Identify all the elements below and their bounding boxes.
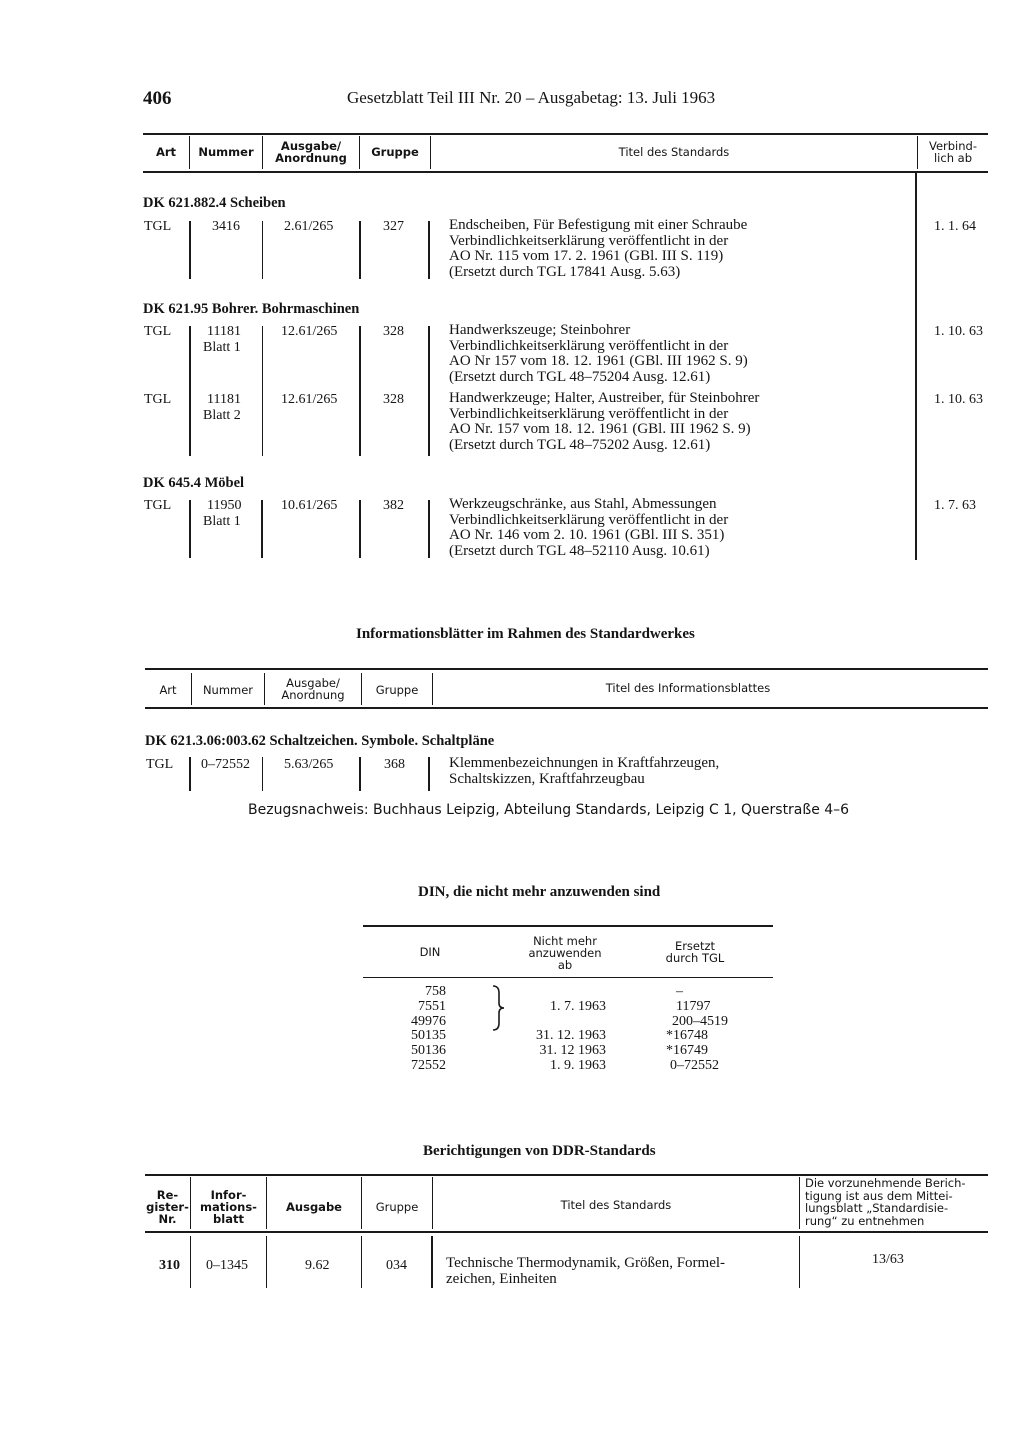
col-note-line: lungsblatt „Standardisie- (805, 1201, 949, 1215)
col-ersetzt-line: durch TGL (665, 951, 725, 965)
col-register (145, 1189, 190, 1225)
col-note-line: tigung ist aus dem Mittei- (805, 1188, 953, 1203)
section-heading: DK 621.3.06:003.62 Schaltzeichen. Symbole. Schaltpläne (145, 733, 495, 749)
verbindlich-cell: 1. 10. 63 (934, 324, 983, 339)
col-titel: Titel des Standards (560, 1198, 672, 1212)
art-cell: TGL (144, 498, 172, 513)
info-cell: 0–1345 (206, 1258, 248, 1273)
din-value: 50135 (411, 1028, 446, 1044)
col-gruppe: Gruppe (375, 1200, 419, 1214)
col-ausgabe-line2: Anordnung (281, 688, 345, 702)
section-heading: DK 621.882.4 Scheiben (143, 195, 286, 211)
table-top-rule (145, 668, 988, 670)
gruppe-cell: 328 (383, 392, 404, 407)
ausgabe-cell: 9.62 (305, 1258, 330, 1273)
ab-value (520, 1015, 606, 1030)
ersetzt-value: *16748 (666, 1028, 708, 1044)
row-sep (431, 1236, 433, 1288)
ausgabe-cell: 2.61/265 (284, 219, 334, 234)
row-sep (428, 500, 430, 558)
row-sep (262, 326, 263, 456)
col-register-line: Re- (156, 1188, 179, 1202)
row-sep (189, 757, 191, 791)
gruppe-cell: 382 (383, 498, 404, 513)
verbindlich-cell: 1. 1. 64 (934, 219, 976, 234)
titel-line: Klemmenbezeichnungen in Kraftfahrzeugen, (449, 755, 720, 771)
titel-line: Verbindlichkeitserklärung veröffentlicht in der (449, 232, 729, 249)
titel-line: zeichen, Einheiten (446, 1270, 557, 1287)
titel-cell (449, 218, 747, 280)
ab-column (520, 985, 606, 1074)
row-sep (359, 757, 361, 791)
col-ersetzt (650, 940, 740, 964)
row-sep (261, 500, 263, 558)
col-ausgabe-line1: Ausgabe/ (280, 139, 342, 153)
titel-line: Technische Thermodynamik, Größen, Formel- (446, 1255, 726, 1271)
col-nicht-line: anzuwenden (528, 946, 602, 960)
titel-line: Handwerkzeuge; Halter, Austreiber, für Steinbohrer (449, 390, 760, 406)
col-ausgabe-line1: Ausgabe/ (286, 676, 340, 690)
row-sep (189, 221, 191, 279)
col-art: Art (159, 683, 177, 697)
col-ausgabe: Ausgabe (286, 1200, 342, 1214)
din-value: 50136 (411, 1043, 446, 1059)
ersetzt-value: 11797 (676, 998, 711, 1014)
art-cell: TGL (146, 757, 174, 772)
header-sep (799, 1177, 800, 1229)
col-gruppe: Gruppe (371, 145, 419, 159)
col-verbindlich (918, 140, 988, 164)
col-nummer: Nummer (198, 145, 254, 159)
titel-cell (449, 323, 748, 385)
row-sep (799, 1236, 800, 1288)
din-column (380, 985, 446, 1074)
art-cell: TGL (144, 324, 172, 339)
row-sep (189, 500, 191, 558)
titel-cell (449, 391, 759, 453)
table-top-rule (363, 925, 773, 927)
col-note-line: rung“ zu entnehmen (805, 1213, 925, 1228)
titel-cell (449, 497, 728, 559)
col-din: DIN (419, 945, 441, 959)
row-sep (428, 221, 430, 279)
row-sep (361, 1236, 362, 1288)
ersetzt-value: 200–4519 (672, 1013, 728, 1029)
note-cell: 13/63 (872, 1252, 904, 1267)
ab-value: 1. 9. 1963 (550, 1057, 606, 1073)
row-sep (266, 1236, 267, 1288)
titel-line: Verbindlichkeitserklärung veröffentlicht in der (449, 337, 729, 354)
titel-line: Handwerkszeuge; Steinbohrer (449, 322, 631, 338)
row-sep (359, 500, 361, 558)
table-header-rule (145, 1231, 988, 1233)
gruppe-cell: 327 (383, 219, 404, 234)
col-note (805, 1177, 966, 1227)
din-value: 72552 (411, 1057, 446, 1073)
row-sep (262, 757, 263, 791)
col-info-line: mations- (200, 1200, 257, 1214)
section-heading: DK 621.95 Bohrer. Bohrmaschinen (143, 301, 360, 317)
col-info (191, 1189, 266, 1225)
titel-line: (Ersetzt durch TGL 17841 Ausg. 5.63) (449, 263, 681, 280)
col-titel: Titel des Standards (618, 145, 730, 159)
col-ausgabe (265, 677, 361, 701)
gruppe-cell: 368 (384, 757, 405, 772)
row-sep (359, 221, 361, 279)
din-value: 7551 (418, 998, 446, 1014)
ab-value: 31. 12. 1963 (536, 1028, 606, 1044)
titel-line: (Ersetzt durch TGL 48–75202 Ausg. 12.61) (449, 436, 711, 453)
section-title: Berichtigungen von DDR-Standards (423, 1143, 656, 1159)
titel-line: Verbindlichkeitserklärung veröffentlicht in der (449, 511, 729, 528)
col-info-line: blatt (213, 1212, 244, 1226)
gruppe-cell: 034 (386, 1258, 407, 1273)
ab-value (520, 985, 606, 1000)
table-header-rule (145, 707, 988, 709)
nummer-cell: 11181 (207, 324, 241, 339)
art-cell: TGL (144, 392, 172, 407)
col-info-line: Infor- (210, 1188, 247, 1202)
row-sep (428, 757, 430, 791)
col-register-line: Nr. (158, 1212, 177, 1226)
ersetzt-column (666, 985, 728, 1074)
ersetzt-value: 0–72552 (670, 1057, 719, 1073)
titel-line: Schaltskizzen, Kraftfahrzeugbau (449, 770, 645, 787)
verbindlich-rule (915, 172, 917, 560)
ausgabe-cell: 10.61/265 (281, 498, 338, 513)
row-sep (190, 1236, 191, 1288)
titel-line: AO Nr. 157 vom 18. 12. 1961 (GBl. III 1962 S. 9) (449, 421, 751, 437)
section-heading: DK 645.4 Möbel (143, 475, 245, 491)
nummer-cell: 11950 (207, 498, 242, 513)
art-cell: TGL (144, 219, 172, 234)
gruppe-cell: 328 (383, 324, 404, 339)
col-nummer: Nummer (202, 683, 254, 697)
section-title: Informationsblätter im Rahmen des Standardwerkes (356, 626, 695, 642)
titel-cell (446, 1256, 725, 1287)
nummer-cell: 11181 (207, 392, 241, 407)
col-art: Art (155, 145, 177, 159)
running-title: Gesetzblatt Teil III Nr. 20 – Ausgabetag: 13. Juli 1963 (347, 88, 716, 107)
ersetzt-value: *16749 (666, 1043, 708, 1059)
titel-line: (Ersetzt durch TGL 48–75204 Ausg. 12.61) (449, 368, 711, 385)
nummer-cell: Blatt 2 (203, 408, 241, 423)
titel-line: AO Nr. 115 vom 17. 2. 1961 (GBl. III S. 119) (449, 248, 724, 264)
titel-line: AO Nr 157 vom 18. 12. 1961 (GBl. III 1962 S. 9) (449, 353, 748, 369)
col-gruppe: Gruppe (375, 683, 419, 697)
col-nicht-line: Nicht mehr (533, 934, 597, 948)
row-sep (428, 326, 430, 456)
nummer-cell: 3416 (212, 219, 240, 234)
table-header-rule (363, 977, 773, 978)
nummer-cell: Blatt 1 (203, 340, 241, 355)
ausgabe-cell: 12.61/265 (281, 324, 338, 339)
din-value: 49976 (411, 1013, 446, 1029)
ausgabe-cell: 5.63/265 (284, 757, 334, 772)
titel-line: Verbindlichkeitserklärung veröffentlicht in der (449, 405, 729, 422)
titel-cell (449, 756, 719, 787)
table-header-rule (143, 171, 988, 173)
row-sep (359, 326, 361, 456)
row-sep (189, 326, 191, 456)
verbindlich-cell: 1. 7. 63 (934, 498, 976, 513)
ab-value: 31. 12 1963 (539, 1043, 606, 1059)
col-titel: Titel des Informationsblattes (605, 681, 771, 695)
din-value: 758 (425, 984, 446, 999)
col-note-line: Die vorzunehmende Berich- (805, 1176, 966, 1190)
nummer-cell: Blatt 1 (203, 514, 241, 529)
titel-line: Endscheiben, Für Befestigung mit einer Schraube (449, 217, 748, 233)
row-sep (262, 221, 263, 279)
brace-icon (490, 985, 506, 1031)
col-register-line: gister- (146, 1200, 189, 1214)
col-nicht-line: ab (557, 958, 573, 972)
ab-value: 1. 7. 1963 (550, 998, 606, 1014)
titel-line: Werkzeugschränke, aus Stahl, Abmessungen (449, 496, 717, 512)
nummer-cell: 0–72552 (201, 757, 250, 772)
ausgabe-cell: 12.61/265 (281, 392, 338, 407)
col-ersetzt-line: Ersetzt (674, 939, 716, 953)
table-top-rule (143, 133, 988, 135)
bezugsnachweis: Bezugsnachweis: Buchhaus Leipzig, Abteilung Standards, Leipzig C 1, Querstraße 4–6 (248, 802, 850, 818)
col-ausgabe (263, 140, 359, 164)
register-cell: 310 (159, 1258, 180, 1273)
titel-line: AO Nr. 146 vom 2. 10. 1961 (GBl. III S. 351) (449, 527, 725, 543)
ersetzt-value: – (676, 984, 683, 999)
col-verbind-line1: Verbind- (928, 139, 977, 153)
col-nicht-mehr (510, 935, 620, 971)
col-ausgabe-line2: Anordnung (275, 151, 347, 165)
titel-line: (Ersetzt durch TGL 48–52110 Ausg. 10.61) (449, 542, 710, 559)
col-verbind-line2: lich ab (933, 151, 972, 165)
section-title: DIN, die nicht mehr anzuwenden sind (418, 884, 661, 900)
page-number: 406 (143, 88, 172, 109)
verbindlich-cell: 1. 10. 63 (934, 392, 983, 407)
